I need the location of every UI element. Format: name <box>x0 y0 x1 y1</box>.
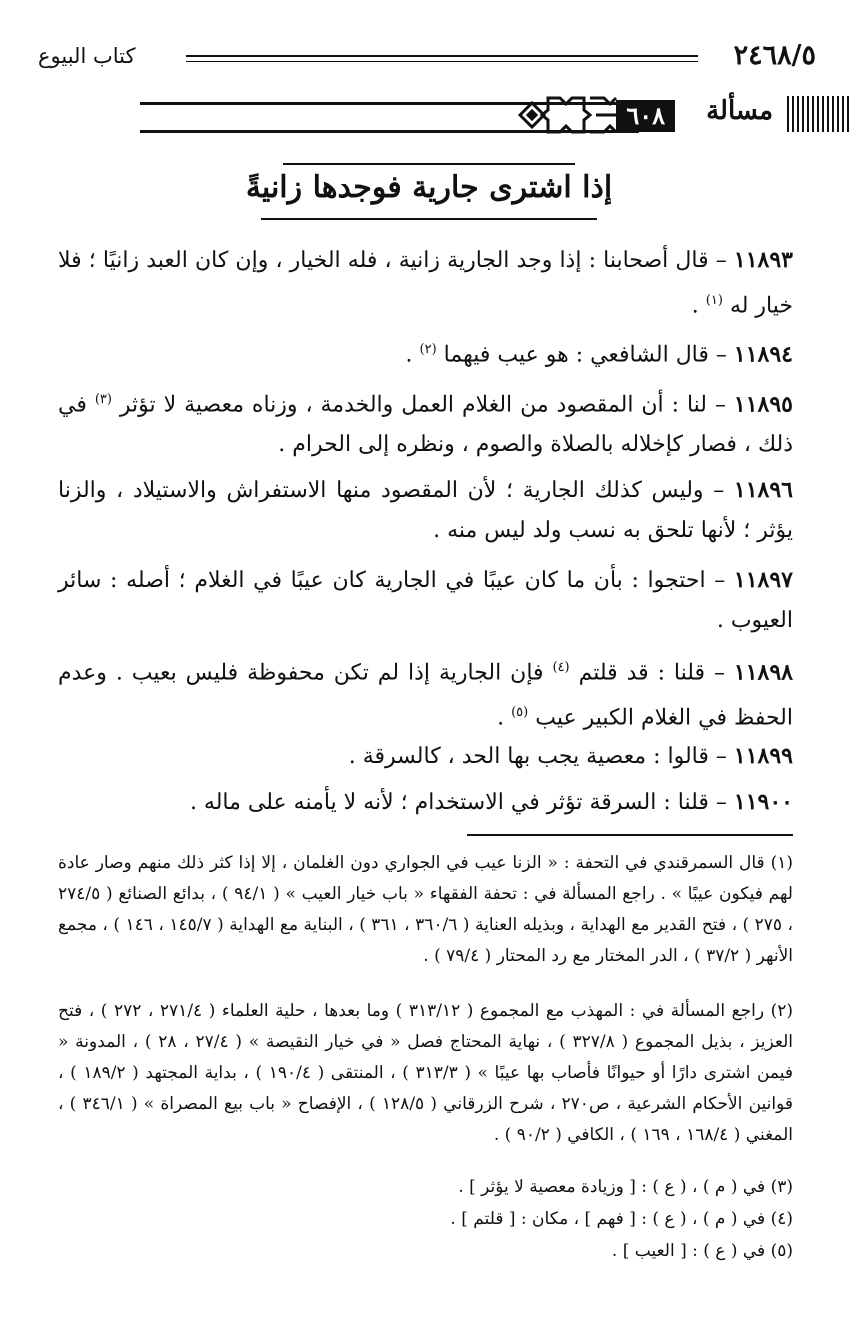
title-underline <box>261 218 597 220</box>
section-title: إذا اشترى جارية فوجدها زانيةً <box>245 170 613 205</box>
paragraph-11893: ١١٨٩٣ – قال أصحابنا : إذا وجد الجارية زانية ، فله الخيار ، وإن كان العبد زانيًا ؛ فلا خيار له $^{(١)}$ . <box>58 247 793 319</box>
running-header <box>38 40 816 80</box>
issue-number: ٦٠٨ <box>616 100 675 132</box>
footnote-marker: (٢) <box>419 342 437 357</box>
paragraph-11898: ١١٨٩٨ – قلنا : قد قلتم $^{(٤)}$ فإن الجارية إذا لم تكن محفوظة فليس بعيب . وعدم الحفظ في الغلام الكبير عيب $^{(٥)}$ . <box>58 659 793 731</box>
paragraph-tail: في ذلك ، فصار كإخلاله بالصلاة والصوم ، ونظره إلى الحرام . <box>58 392 793 458</box>
paragraph-text: لنا : أن المقصود من الغلام العمل والخدمة ، وزناه معصية لا تؤثر <box>119 392 708 418</box>
header-rule <box>186 55 698 62</box>
footnote-1: (١) قال السمرقندي في التحفة : « الزنا عيب في الجواري دون الغلمان ، إلا إذا كثر ذلك منهم وصار عادة لهم فيكون عيبًا » . راجع المسألة في : تحفة الفقهاء « باب خيار العيب » ( ٩٤/١ ) ، بدائع الصنائع ( ٢٧٤/٥ ، ٢٧٥ ) ، فتح القدير مع الهداية ، وبذيله العناية ( ٣٦٠/٦ ، ٣٦١ ) ، البناية مع الهداية ( ١٤٥/٧ ، ١٤٦ ) ، مجمع الأنهر ( ٣٧/٢ ) ، الدر المختار مع رد المحتار ( ٧٩/٤ ) . <box>58 853 794 966</box>
paragraph-text: قلنا : قد قلتم <box>578 660 706 686</box>
paragraph-11899: ١١٨٩٩ – قالوا : معصية يجب بها الحد ، كالسرقة . <box>348 743 793 769</box>
footnote-3: (٣) في ( م ) ، ( ع ) : [ وزيادة معصية لا يؤثر ] . <box>458 1177 793 1197</box>
paragraph-text: احتجوا : بأن ما كان عيبًا في الجارية كان عيبًا في الغلام ؛ أصله : سائر العيوب . <box>58 568 793 633</box>
footnote-marker: (١) <box>705 293 723 308</box>
footnote-separator <box>467 834 793 836</box>
paragraph-number: ١١٨٩٧ <box>733 567 793 593</box>
paragraph-number: ١١٨٩٤ <box>733 341 793 368</box>
paragraph-number: ١١٨٩٨ <box>733 659 793 686</box>
issue-label: مسألة <box>706 96 773 126</box>
paragraph-number: ١١٨٩٥ <box>733 391 793 418</box>
paragraph-text: قالوا : معصية يجب بها الحد ، كالسرقة . <box>348 744 709 769</box>
footnote-marker: (٤) <box>552 660 570 675</box>
paragraph-tail: فإن الجارية إذا لم تكن محفوظة فليس بعيب . وعدم الحفظ في الغلام الكبير عيب <box>58 660 793 731</box>
paragraph-11894: ١١٨٩٤ – قال الشافعي : هو عيب فيهما $^{(٢)}$ . <box>405 341 793 368</box>
paragraph-tail: . <box>497 705 505 731</box>
footnote-5: (٥) في ( ع ) : [ العيب ] . <box>611 1241 793 1261</box>
paragraph-text: وليس كذلك الجارية ؛ لأن المقصود منها الاستفراش والاستيلاد ، والزنا يؤثر ؛ لأنها تلحق به نسب ولد ليس منه . <box>58 478 793 543</box>
paragraph-11897: ١١٨٩٧ – احتجوا : بأن ما كان عيبًا في الجارية كان عيبًا في الغلام ؛ أصله : سائر العيوب . <box>58 567 793 633</box>
paragraph-tail: . <box>405 342 413 368</box>
paragraph-text: قال أصحابنا : إذا وجد الجارية زانية ، فله الخيار ، وإن كان العبد زانيًا ؛ فلا خيار له <box>58 248 793 319</box>
paragraph-number: ١١٩٠٠ <box>733 789 793 815</box>
paragraph-11895: ١١٨٩٥ – لنا : أن المقصود من الغلام العمل والخدمة ، وزناه معصية لا تؤثر $^{(٣)}$ في ذلك ، فصار كإخلاله بالصلاة والصوم ، ونظره إلى الحرام . <box>58 391 793 458</box>
paragraph-number: ١١٨٩٩ <box>733 743 793 769</box>
paragraph-11896: ١١٨٩٦ – وليس كذلك الجارية ؛ لأن المقصود منها الاستفراش والاستيلاد ، والزنا يؤثر ؛ لأنها تلحق به نسب ولد ليس منه . <box>58 477 793 543</box>
title-top-rule <box>283 163 575 165</box>
footnote-2: (٢) راجع المسألة في : المهذب مع المجموع ( ٣١٣/١٢ ) وما بعدها ، حلية العلماء ( ٢٧١/٤ ، ٢٧٢ ) ، فتح العزيز ، بذيل المجموع ( ٣٢٧/٨ ) ، نهاية المحتاج فصل « في خيار النقيصة » ( ٢٧/٤ ، ٢٨ ) ، المدونة « فيمن اشترى دارًا أو حيوانًا فأصاب بها عيبًا » ( ٣١٣/٣ ) ، المنتقى ( ١٩٠/٤ ) ، بداية المجتهد ( ١٨٩/٢ ) ، قوانين الأحكام الشرعية ، ص٢٧٠ ، شرح الزرقاني ( ١٢٨/٥ ) ، الإفصاح « باب بيع المصراة » ( ٣٤٦/١ ) ، المغني ( ١٦٨/٤ ، ١٦٩ ) ، الكافي ( ٩٠/٢ ) . <box>58 1001 794 1145</box>
ornament-icon <box>510 90 620 140</box>
paragraph-11900: ١١٩٠٠ – قلنا : السرقة تؤثر في الاستخدام ؛ لأنه لا يأمنه على ماله . <box>189 789 793 815</box>
paragraph-tail: . <box>691 293 699 319</box>
paragraph-number: ١١٨٩٦ <box>733 477 793 503</box>
decorative-bars-icon <box>787 96 851 132</box>
book-title: كتاب البيوع <box>38 44 136 68</box>
paragraph-text: قلنا : السرقة تؤثر في الاستخدام ؛ لأنه لا يأمنه على ماله . <box>189 790 709 815</box>
footnote-marker: (٥) <box>511 705 529 721</box>
issue-banner <box>0 90 855 142</box>
page-number: ٢٤٦٨/٥ <box>733 40 816 71</box>
footnote-4: (٤) في ( م ) ، ( ع ) : [ فهم ] ، مكان : [ قلتم ] . <box>450 1209 793 1229</box>
paragraph-number: ١١٨٩٣ <box>733 247 793 273</box>
footnote-marker: (٣) <box>94 392 112 407</box>
paragraph-text: قال الشافعي : هو عيب فيهما <box>443 342 709 368</box>
